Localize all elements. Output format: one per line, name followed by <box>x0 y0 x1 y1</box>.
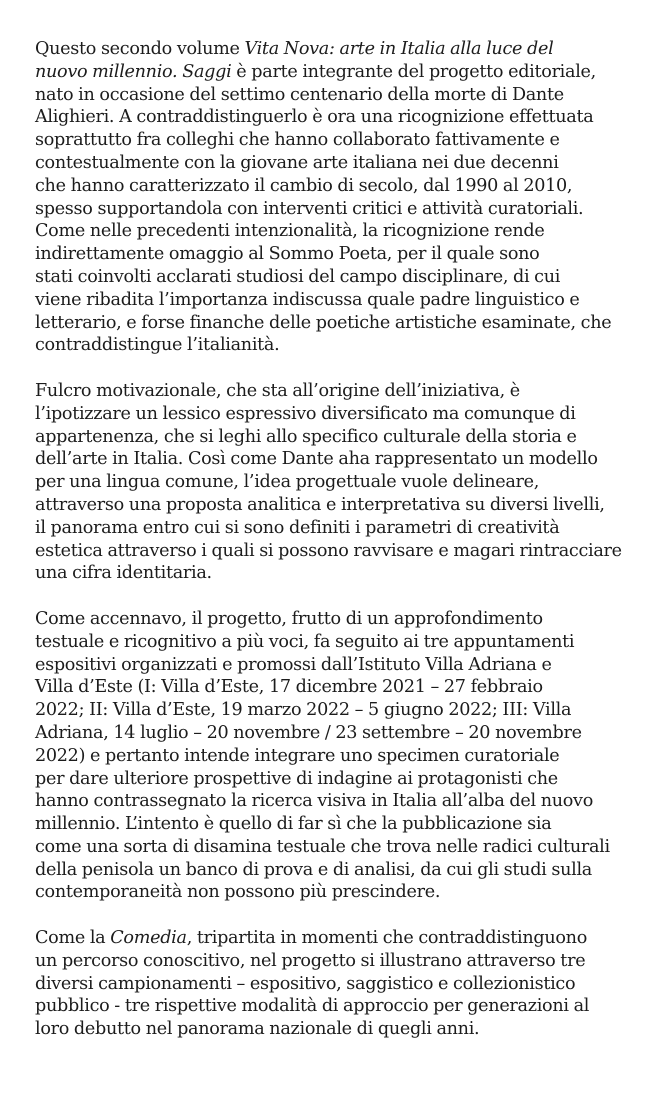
text-run: che hanno caratterizzato il cambio di secolo, dal 1990 al 2010, <box>35 175 573 196</box>
text-run: una cifra identitaria. <box>35 563 212 584</box>
text-line <box>35 152 625 175</box>
text-run: contemporaneità non possono più prescindere. <box>35 882 441 903</box>
text-run: nato in occasione del settimo centenario della morte di Dante <box>35 84 564 105</box>
text-run: Adriana, 14 luglio – 20 novembre / 23 settembre – 20 novembre <box>35 722 582 743</box>
text-run: soprattutto fra colleghi che hanno collaborato fattivamente e <box>35 130 560 151</box>
text-line <box>35 84 625 107</box>
text-line <box>35 699 625 722</box>
text-line <box>35 608 625 631</box>
text-line <box>35 38 625 61</box>
text-run: per dare ulteriore prospettive di indagine ai protagonisti che <box>35 768 558 789</box>
text-run: della penisola un banco di prova e di analisi, da cui gli studi sulla <box>35 859 592 880</box>
text-line <box>35 881 625 904</box>
text-line <box>35 380 625 403</box>
text-line <box>35 494 625 517</box>
text-line <box>35 859 625 882</box>
italic-title: nuovo millennio. Saggi <box>35 61 232 82</box>
text-run: testuale e ricognitivo a più voci, fa seguito ai tre appuntamenti <box>35 631 575 652</box>
text-line <box>35 175 625 198</box>
text-run: contraddistingue l’italianità. <box>35 335 280 356</box>
text-run: contestualmente con la giovane arte italiana nei due decenni <box>35 152 559 173</box>
text-run: indirettamente omaggio al Sommo Poeta, per il quale sono <box>35 244 540 265</box>
paragraph-2 <box>35 380 625 585</box>
text-line <box>35 129 625 152</box>
text-run: dell’arte in Italia. Così come Dante aha rappresentato un modello <box>35 449 598 470</box>
text-line <box>35 266 625 289</box>
text-line <box>35 289 625 312</box>
text-line <box>35 973 625 996</box>
text-run: stati coinvolti acclarati studiosi del campo disciplinare, di cui <box>35 266 561 287</box>
text-line <box>35 198 625 221</box>
text-line <box>35 106 625 129</box>
text-run: diversi campionamenti – espositivo, saggistico e collezionistico <box>35 973 576 994</box>
text-line <box>35 517 625 540</box>
text-line <box>35 540 625 563</box>
text-line <box>35 654 625 677</box>
text-line <box>35 562 625 585</box>
text-line <box>35 950 625 973</box>
text-run: per una lingua comune, l’idea progettuale vuole delineare, <box>35 472 540 493</box>
text-run: un percorso conoscitivo, nel progetto si illustrano attraverso tre <box>35 950 586 971</box>
text-run: Questo secondo volume <box>35 39 245 59</box>
text-line <box>35 403 625 426</box>
document-body <box>35 38 625 1064</box>
text-run: 2022) e pertanto intende integrare uno specimen curatoriale <box>35 745 560 766</box>
text-line <box>35 61 625 84</box>
text-run: Fulcro motivazionale, che sta all’origine dell’iniziativa, è <box>35 380 520 401</box>
text-line <box>35 243 625 266</box>
text-run: attraverso una proposta analitica e interpretativa su diversi livelli, <box>35 494 605 515</box>
text-line <box>35 471 625 494</box>
text-line <box>35 1018 625 1041</box>
text-run: letterario, e forse finanche delle poetiche artistiche esaminate, che <box>35 312 612 333</box>
paragraph-1 <box>35 38 625 357</box>
text-run: Alighieri. A contraddistinguerlo è ora una ricognizione effettuata <box>35 107 594 128</box>
text-run: è parte integrante del progetto editoriale, <box>231 61 596 82</box>
text-line <box>35 768 625 791</box>
text-run: loro debutto nel panorama nazionale di quegli anni. <box>35 1019 480 1040</box>
text-run: Villa d’Este (I: Villa d’Este, 17 dicembre 2021 – 27 febbraio <box>35 677 543 698</box>
italic-title: Vita Nova: arte in Italia alla luce del <box>244 39 554 59</box>
text-line <box>35 745 625 768</box>
paragraph-3 <box>35 608 625 904</box>
text-line <box>35 927 625 950</box>
paragraph-4 <box>35 927 625 1041</box>
text-line <box>35 995 625 1018</box>
text-run: spesso supportandola con interventi critici e attività curatoriali. <box>35 198 584 219</box>
text-line <box>35 448 625 471</box>
text-run: come una sorta di disamina testuale che trova nelle radici culturali <box>35 836 610 857</box>
italic-title: Comedia <box>110 928 187 949</box>
text-run: 2022; II: Villa d’Este, 19 marzo 2022 – 5 giugno 2022; III: Villa <box>35 700 572 721</box>
text-run: l’ipotizzare un lessico espressivo diversificato ma comunque di <box>35 403 576 424</box>
text-run: Come nelle precedenti intenzionalità, la ricognizione rende <box>35 221 545 242</box>
text-line <box>35 813 625 836</box>
text-line <box>35 836 625 859</box>
text-line <box>35 676 625 699</box>
text-line <box>35 334 625 357</box>
text-line <box>35 312 625 335</box>
text-run: , tripartita in momenti che contraddistinguono <box>186 928 588 949</box>
text-line <box>35 722 625 745</box>
text-run: millennio. L’intento è quello di far sì che la pubblicazione sia <box>35 814 552 835</box>
text-run: viene ribadita l’importanza indiscussa quale padre linguistico e <box>35 289 580 310</box>
text-line <box>35 631 625 654</box>
text-line <box>35 426 625 449</box>
text-run: appartenenza, che si leghi allo specifico culturale della storia e <box>35 426 577 447</box>
text-run: espositivi organizzati e promossi dall’Istituto Villa Adriana e <box>35 654 552 675</box>
text-run: Come accennavo, il progetto, frutto di un approfondimento <box>35 608 543 629</box>
text-run: hanno contrassegnato la ricerca visiva in Italia all’alba del nuovo <box>35 791 593 812</box>
text-run: pubblico - tre rispettive modalità di approccio per generazioni al <box>35 996 590 1017</box>
text-line <box>35 790 625 813</box>
text-run: Come la <box>35 928 111 949</box>
text-line <box>35 220 625 243</box>
text-run: estetica attraverso i quali si possono ravvisare e magari rintracciare <box>35 540 622 561</box>
text-run: il panorama entro cui si sono definiti i parametri di creatività <box>35 517 560 538</box>
